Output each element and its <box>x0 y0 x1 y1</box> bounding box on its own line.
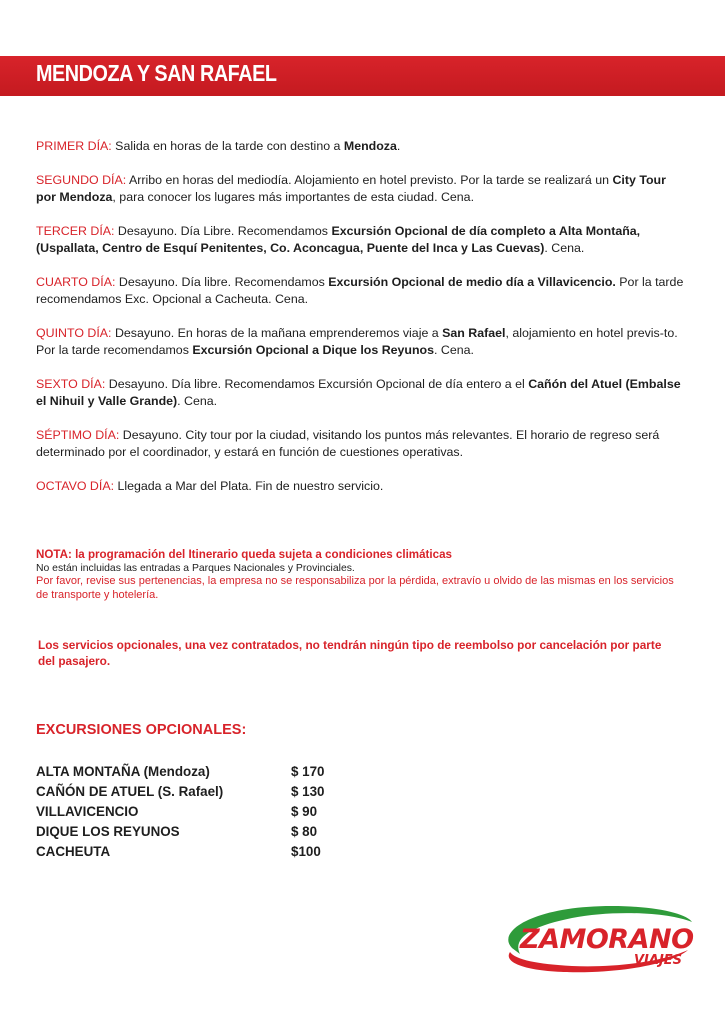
page-title: MENDOZA Y SAN RAFAEL <box>36 60 277 86</box>
itinerary-day <box>36 427 686 461</box>
day-text: . Cena. <box>177 394 218 408</box>
day-text: . <box>396 139 401 153</box>
table-row <box>36 842 325 862</box>
reembolso-notice: Los servicios opcionales, una vez contratados, no tendrán ningún tipo de reembolso por cancelación por parte del pasajero. <box>38 638 662 668</box>
title-banner <box>0 56 725 96</box>
excursiones-title: EXCURSIONES OPCIONALES: <box>36 722 247 738</box>
day-text: , alojamiento en hotel previs-to. Por la tarde recomendamos <box>36 326 678 357</box>
day-label: SEGUNDO DÍA: <box>36 173 127 187</box>
day-text: Salida en horas de la tarde con destino a <box>111 139 344 153</box>
day-text: Arribo en horas del mediodía. Alojamiento en hotel previsto. Por la tarde se realizará un <box>126 173 613 187</box>
itinerary-day <box>36 223 686 257</box>
day-highlight: Mendoza <box>343 139 397 153</box>
day-highlight: San Rafael <box>442 326 506 340</box>
day-label: CUARTO DÍA: <box>36 275 116 289</box>
excursion-price: $ 90 <box>291 804 318 819</box>
day-label: PRIMER DÍA: <box>36 139 112 153</box>
day-label: QUINTO DÍA: <box>36 326 112 340</box>
day-highlight: Excursión Opcional de medio día a Villavicencio. <box>328 275 616 289</box>
day-text: Llegada a Mar del Plata. Fin de nuestro servicio. <box>114 479 384 493</box>
day-highlight: Excursión Opcional a Dique los Reyunos <box>192 343 435 357</box>
excursion-price: $100 <box>291 844 321 859</box>
day-text: Desayuno. En horas de la mañana emprenderemos viaje a <box>111 326 443 340</box>
nota-parques: No están incluidas las entradas a Parques Nacionales y Provinciales. <box>36 562 355 574</box>
nota-block <box>36 548 686 602</box>
itinerary <box>36 138 686 512</box>
itinerary-day <box>36 274 686 308</box>
itinerary-day <box>36 138 686 155</box>
day-text: . Cena. <box>434 343 474 357</box>
excursion-price: $ 170 <box>291 764 325 779</box>
excursiones-price-table <box>36 762 325 862</box>
day-label: OCTAVO DÍA: <box>36 479 115 493</box>
table-row <box>36 802 325 822</box>
itinerary-day <box>36 478 686 495</box>
day-highlight: Cañón del Atuel (Embalse el Nihuil y Valle Grande) <box>36 377 681 408</box>
excursion-name: CACHEUTA <box>36 844 111 859</box>
day-label: SÉPTIMO DÍA: <box>36 428 120 442</box>
nota-pertenencias: Por favor, revise sus pertenencias, la empresa no se responsabiliza por la pérdida, extravío u olvido de las mismas en los servicios de transporte y hotelería. <box>36 575 674 601</box>
logo-name: ZAMORANO <box>520 924 694 955</box>
day-highlight: City Tour por Mendoza <box>36 173 666 204</box>
itinerary-day <box>36 172 686 206</box>
logo-sub: VIAJES <box>634 953 683 968</box>
excursion-price: $ 130 <box>291 784 325 799</box>
day-text: Desayuno. Día Libre. Recomendamos <box>114 224 332 238</box>
table-row <box>36 822 325 842</box>
table-row <box>36 762 325 782</box>
day-text: Desayuno. Día libre. Recomendamos Excursión Opcional de día entero a el <box>105 377 529 391</box>
day-text: , para conocer los lugares más importantes de esta ciudad. Cena. <box>112 190 475 204</box>
day-highlight: Excursión Opcional de día completo a Alta Montaña, (Uspallata, Centro de Esquí Penitentes, Co. Aconcagua, Puente del Inca y Las Cuevas) <box>36 224 641 255</box>
day-text: Desayuno. City tour por la ciudad, visitando los puntos más relevantes. El horario de regreso será determinado por el coordinador, y estará en función de cuestiones operativas. <box>36 428 660 459</box>
day-text: Por la tarde recomendamos Exc. Opcional a Cacheuta. Cena. <box>36 275 684 306</box>
table-row <box>36 782 325 802</box>
day-label: TERCER DÍA: <box>36 224 115 238</box>
day-label: SEXTO DÍA: <box>36 377 106 391</box>
itinerary-day <box>36 376 686 410</box>
excursion-name: CAÑÓN DE ATUEL (S. Rafael) <box>36 784 224 799</box>
itinerary-day <box>36 325 686 359</box>
excursion-price: $ 80 <box>291 824 318 839</box>
excursion-name: DIQUE LOS REYUNOS <box>36 824 180 839</box>
day-text: Desayuno. Día libre. Recomendamos <box>115 275 329 289</box>
excursion-name: VILLAVICENCIO <box>36 804 139 819</box>
excursion-name: ALTA MONTAÑA (Mendoza) <box>36 764 210 779</box>
day-text: . Cena. <box>544 241 585 255</box>
zamorano-logo <box>492 902 702 976</box>
nota-headline: NOTA: la programación del Itinerario queda sujeta a condiciones climáticas <box>36 548 452 561</box>
